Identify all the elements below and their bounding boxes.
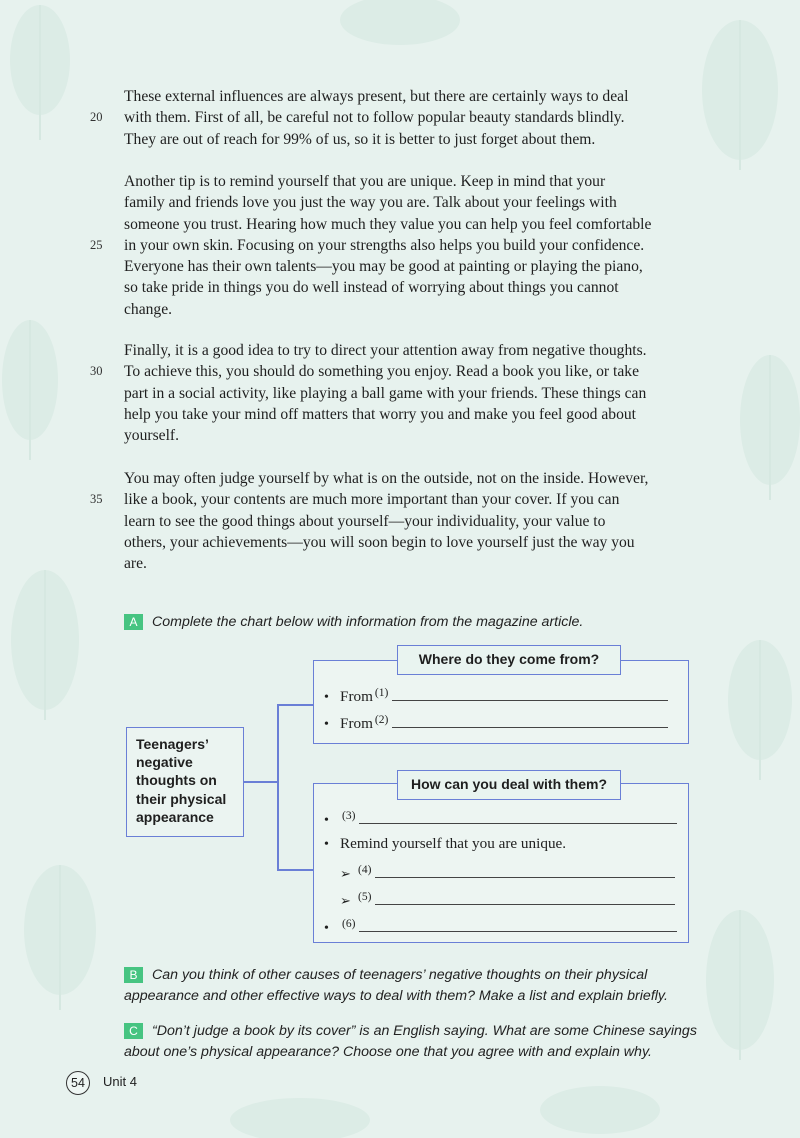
text-line: change.	[124, 300, 173, 318]
text-line: You may often judge yourself by what is on the outside, not on the inside. However,	[124, 470, 649, 487]
task-b-instruction: B Can you think of other causes of teenagers’ negative thoughts on their physical appearance and other effective ways to deal with them? Make a list and explain briefly.	[124, 967, 668, 1004]
text-line: 30 To achieve this, you should do something you enjoy. Read a book you like, or take	[124, 361, 694, 382]
cause-item-2: • From $^{(2)}$	[324, 710, 668, 730]
answer-blank-5[interactable]	[375, 892, 675, 905]
task-c-tag: C	[124, 1023, 143, 1039]
answer-blank-6[interactable]	[359, 919, 677, 932]
text-line: help you take your mind off matters that worry you and make you feel good about	[124, 405, 637, 423]
connector-line	[277, 869, 314, 871]
solution-subitem-4: ➢ $^{(4)}$	[340, 860, 675, 880]
arrow-bullet-icon: ➢	[340, 866, 351, 881]
solution-subitem-5: ➢ $^{(5)}$	[340, 887, 675, 907]
solution-item-6: • $^{(6)}$	[324, 914, 677, 934]
text-line: learn to see the good things about yourself—your individuality, your value to	[124, 512, 606, 530]
answer-blank-4[interactable]	[375, 865, 675, 878]
article-paragraph-4	[90, 468, 694, 574]
text-line: Finally, it is a good idea to try to direct your attention away from negative thoughts.	[124, 342, 647, 359]
line-number: 25	[90, 237, 103, 252]
text-line: 35 like a book, your contents are much more important than your cover. If you can	[124, 489, 694, 510]
text-line: are.	[124, 555, 147, 573]
text-line: yourself.	[124, 427, 179, 445]
text-line: These external influences are always present, but there are certainly ways to deal	[124, 88, 629, 105]
answer-blank-2[interactable]	[392, 715, 668, 728]
text-line: 20 with them. First of all, be careful not to follow popular beauty standards blindly.	[124, 107, 694, 128]
text-line: 25 in your own skin. Focusing on your strengths also helps you build your confidence.	[124, 235, 694, 256]
center-topic-box: Teenagers’ negative thoughts on their physical appearance	[126, 727, 244, 837]
cause-item-1: • From $^{(1)}$	[324, 683, 668, 703]
arrow-bullet-icon: ➢	[340, 893, 351, 908]
article-paragraph-1	[90, 86, 694, 150]
task-c-instruction: C “Don’t judge a book by its cover” is an English saying. What are some Chinese sayings about one’s physical appearance? Choose one that you agree with and explain why.	[124, 1023, 697, 1060]
unit-label: Unit 4	[103, 1074, 137, 1089]
text-line: so take pride in things you do well instead of worrying about things you cannot	[124, 279, 619, 297]
task-b-tag: B	[124, 967, 143, 983]
causes-title: Where do they come from?	[397, 645, 621, 675]
text-line: someone you trust. Hearing how much they value you can help you feel comfortable	[124, 215, 652, 233]
task-a-tag: A	[124, 614, 143, 630]
article-paragraph-3	[90, 340, 694, 446]
line-number: 30	[90, 364, 103, 379]
answer-blank-1[interactable]	[392, 688, 668, 701]
text-line: others, your achievements—you will soon begin to love yourself just the way you	[124, 533, 635, 551]
text-line: family and friends love you just the way you are. Talk about your feelings with	[124, 194, 617, 212]
connector-line	[277, 704, 314, 706]
page-number: 54	[66, 1071, 90, 1095]
article-paragraph-2	[90, 171, 694, 320]
text-line: Everyone has their own talents—you may be good at painting or playing the piano,	[124, 258, 643, 276]
connector-line	[244, 781, 278, 783]
connector-line	[277, 704, 279, 870]
answer-blank-3[interactable]	[359, 811, 677, 824]
line-number: 35	[90, 492, 103, 507]
solutions-title: How can you deal with them?	[397, 770, 621, 800]
solution-item-unique: • Remind yourself that you are unique.	[324, 835, 567, 852]
line-number: 20	[90, 110, 103, 125]
task-a-instruction: A Complete the chart below with information from the magazine article.	[124, 612, 704, 633]
text-line: Another tip is to remind yourself that you are unique. Keep in mind that your	[124, 173, 606, 190]
text-line: part in a social activity, like playing a ball game with your friends. These things can	[124, 384, 647, 402]
text-line: They are out of reach for 99% of us, so it is better to just forget about them.	[124, 130, 596, 148]
solution-item-3: • $^{(3)}$	[324, 806, 677, 826]
